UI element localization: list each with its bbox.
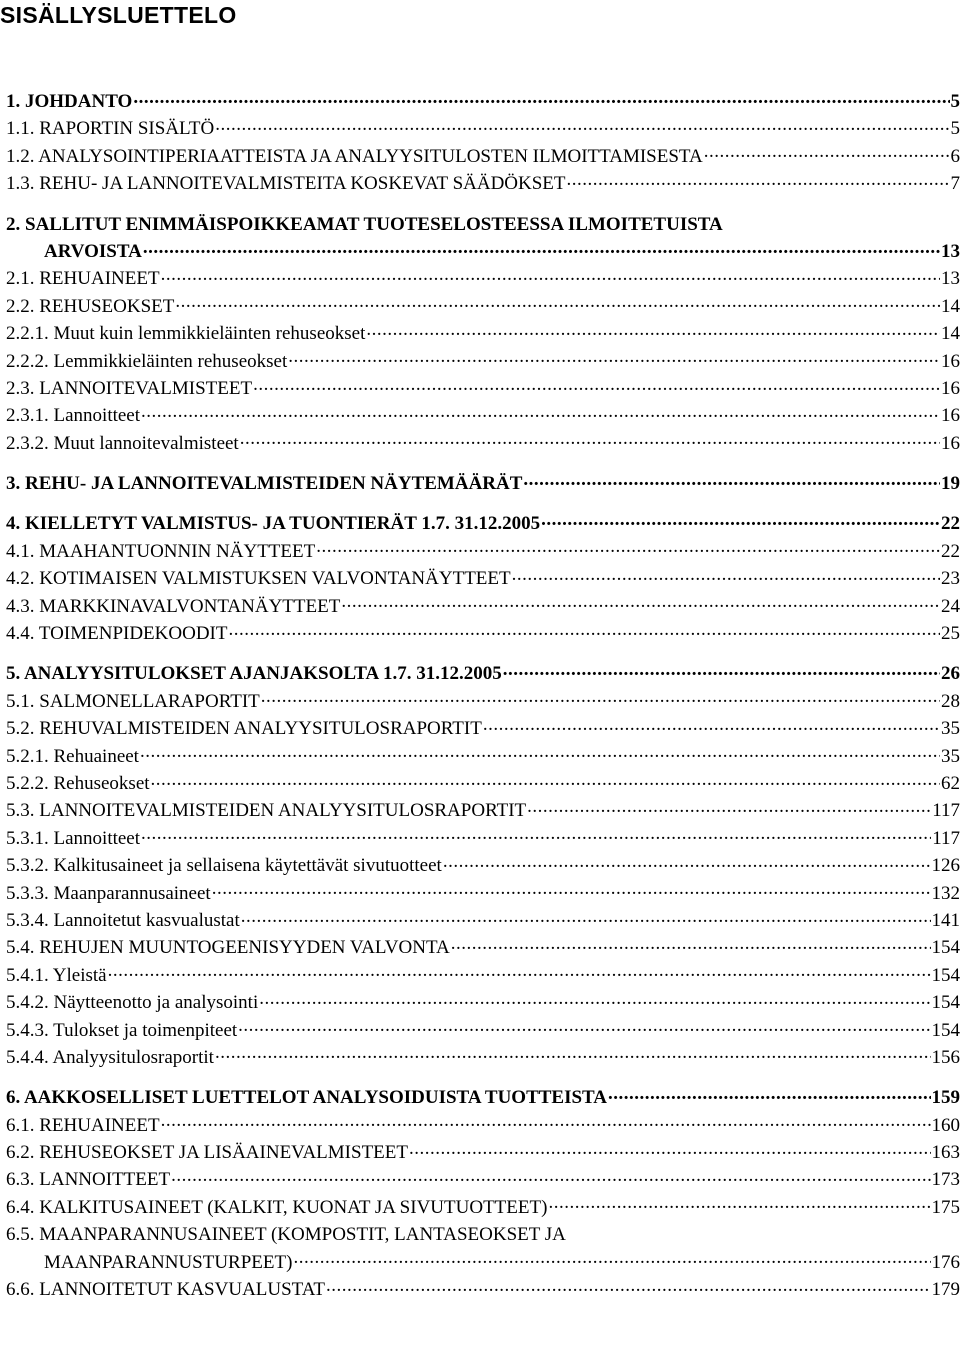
toc-entry-page: 16 [941,377,960,399]
toc-entry-title: 5.2. REHUVALMISTEIDEN ANALYYSITULOSRAPORTIT [6,718,482,740]
toc-entry-line [6,852,960,879]
toc-entry[interactable] [6,1017,960,1044]
toc-entry-line [6,402,960,429]
toc-entry-page: 5 [950,118,960,140]
dot-leader [259,989,930,1008]
toc-entry-line [6,115,960,142]
dot-leader [288,348,940,367]
toc-entry-page: 176 [931,1251,960,1273]
toc-entry-title: 5.4.1. Yleistä [6,964,107,986]
toc-entry-page: 154 [931,964,960,986]
dot-leader [503,660,940,679]
toc-entry-title: MAANPARANNUSTURPEET) [44,1251,293,1273]
toc-entry-title: 2. SALLITUT ENIMMÄISPOIKKEAMAT TUOTESELOSTEESSA ILMOITETUISTA [6,213,723,235]
toc-entry-page: 22 [941,513,960,535]
dot-leader [527,797,931,816]
page-title: SISÄLLYSLUETTELO [0,2,237,28]
dot-leader [228,620,940,639]
toc-entry[interactable] [6,1139,960,1166]
toc-entry-line [6,1166,960,1193]
toc-entry-line [6,1276,960,1303]
dot-leader [212,880,931,899]
toc-entry[interactable] [6,565,960,592]
toc-entry-line [6,320,960,347]
toc-entry-line [6,170,960,197]
toc-entry-title: 2.1. REHUAINEET [6,268,160,290]
toc-entry[interactable] [6,238,960,265]
toc-entry[interactable] [6,797,960,824]
toc-entry-title: 5.2.1. Rehuaineet [6,745,139,767]
dot-leader [141,402,940,421]
toc-entry-line [6,1139,960,1166]
toc-entry[interactable] [6,402,960,429]
toc-entry-line [6,1112,960,1139]
toc-entry[interactable] [6,510,960,537]
toc-entry-title: 1.1. RAPORTIN SISÄLTÖ [6,118,215,140]
dot-leader [175,293,940,312]
dot-leader [133,88,949,107]
dot-leader [409,1139,931,1158]
toc-entry-page: 26 [941,663,960,685]
toc-entry[interactable] [6,320,960,347]
toc-entry-title: 4. KIELLETYT VALMISTUS- JA TUONTIERÄT 1.7. 31.12.2005 [6,513,541,535]
dot-leader [512,565,940,584]
toc-entry-page: 117 [932,800,960,822]
toc-entry-title: 1. JOHDANTO [6,91,133,112]
toc-entry[interactable] [6,1249,960,1276]
toc-entry[interactable] [6,265,960,292]
dot-leader [541,510,940,529]
toc-entry-line [6,593,960,620]
toc-entry-line [6,620,960,647]
toc-entry-line [6,660,960,687]
toc-entry[interactable] [6,770,960,797]
toc-entry-title: 2.2. REHUSEOKSET [6,295,175,317]
toc-entry-title: 2.2.1. Muut kuin lemmikkieläinten rehuseokset [6,323,366,345]
toc-entry-title: 1.3. REHU- JA LANNOITEVALMISTEITA KOSKEVAT SÄÄDÖKSET [6,173,566,195]
toc-entry[interactable] [6,660,960,687]
toc-entry-page: 14 [941,295,960,317]
dot-leader [523,470,940,489]
toc-entry[interactable] [6,1112,960,1139]
toc-entry-line [6,238,960,265]
toc-entry-page: 14 [941,323,960,345]
toc-entry[interactable] [6,430,960,457]
toc-entry[interactable] [6,1044,960,1071]
toc-entry-title: 6. AAKKOSELLISET LUETTELOT ANALYSOIDUISTA TUOTTEISTA [6,1087,608,1109]
toc-entry[interactable] [6,880,960,907]
toc-entry-line [6,989,960,1016]
toc-entry-page: 160 [931,1114,960,1136]
toc-entry-page: 62 [941,772,960,794]
toc-entry-page: 25 [941,623,960,645]
toc-entry-page: 132 [931,882,960,904]
dot-leader [451,934,931,953]
toc-entry[interactable] [6,1276,960,1303]
toc-entry-page: 175 [931,1196,960,1218]
dot-leader [316,538,940,557]
toc-entry-page: 35 [941,718,960,740]
toc-entry-title: 5.4.3. Tulokset ja toimenpiteet [6,1019,238,1041]
toc-entry[interactable] [6,934,960,961]
toc-entry-title: 6.6. LANNOITETUT KASVUALUSTAT [6,1279,325,1301]
dot-leader [108,962,931,981]
toc-entry-title: 5.4.4. Analyysitulosraportit [6,1046,214,1068]
dot-leader [171,1166,930,1185]
toc-entry-title: 2.3. LANNOITEVALMISTEET [6,377,253,399]
toc-entry-page: 163 [931,1142,960,1164]
toc-entry-line [6,962,960,989]
toc-entry-page: 16 [941,432,960,454]
toc-entry[interactable] [6,375,960,402]
dot-leader [215,1044,931,1063]
dot-leader [253,375,940,394]
dot-leader [238,1017,930,1036]
toc-entry[interactable] [6,293,960,320]
toc-entry-title: 5.1. SALMONELLARAPORTIT [6,690,260,712]
toc-entry-line [6,265,960,292]
toc-entry-line [6,825,960,852]
toc-entry[interactable] [6,115,960,142]
toc-entry[interactable] [6,348,960,375]
toc-entry-page: 173 [931,1169,960,1191]
toc-entry[interactable] [6,1194,960,1221]
toc-entry-title: 3. REHU- JA LANNOITEVALMISTEIDEN NÄYTEMÄÄRÄT [6,473,523,495]
toc-entry-page: 35 [941,745,960,767]
toc-entry-title: 5. ANALYYSITULOKSET AJANJAKSOLTA 1.7. 31.12.2005 [6,663,502,685]
toc-entry-page: 5 [950,91,960,112]
dot-leader [161,265,940,284]
toc-entry-line [6,907,960,934]
toc-entry-title: 4.2. KOTIMAISEN VALMISTUKSEN VALVONTANÄYTTEET [6,568,511,590]
toc-entry-page: 156 [931,1046,960,1068]
toc-entry-page: 16 [941,405,960,427]
toc-entry-page: 16 [941,350,960,372]
toc-entry-line [6,565,960,592]
toc-entry-line [6,430,960,457]
toc-entry-title: 1.2. ANALYSOINTIPERIAATTEISTA JA ANALYYSITULOSTEN ILMOITTAMISESTA [6,145,703,167]
toc-entry-title: 4.3. MARKKINAVALVONTANÄYTTEET [6,595,341,617]
dot-leader [567,170,950,189]
toc-entry-line [6,375,960,402]
toc-entry[interactable] [6,211,960,238]
dot-leader [241,907,931,926]
toc-entry-page: 28 [941,690,960,712]
toc-entry[interactable] [6,1084,960,1111]
dot-leader [443,852,931,871]
toc-entry-title: 5.3. LANNOITEVALMISTEIDEN ANALYYSITULOSRAPORTIT [6,800,527,822]
dot-leader [140,743,940,762]
toc-entry-line [6,510,960,537]
toc-entry-page: 154 [931,937,960,959]
toc-entry-page: 117 [932,827,960,849]
toc-entry-page: 23 [941,568,960,590]
toc-entry-line [6,211,960,238]
toc-entry-title: 5.4. REHUJEN MUUNTOGEENISYYDEN VALVONTA [6,937,450,959]
dot-leader [141,825,931,844]
toc-entry-page: 154 [931,1019,960,1041]
toc-entry-line [6,1084,960,1111]
toc-entry-line [6,88,960,115]
toc-entry-title: 6.3. LANNOITTEET [6,1169,171,1191]
toc-entry-title: ARVOISTA [44,240,142,262]
dot-leader [548,1194,930,1213]
toc-entry[interactable] [6,1221,960,1248]
toc-entry-title: 5.3.3. Maanparannusaineet [6,882,211,904]
toc-entry-line [6,470,960,497]
toc-entry-page: 154 [931,992,960,1014]
toc-entry-title: 5.2.2. Rehuseokset [6,772,150,794]
toc-entry-line [6,743,960,770]
toc-entry-line [6,1044,960,1071]
toc-entry[interactable] [6,538,960,565]
toc-entry-title: 6.1. REHUAINEET [6,1114,160,1136]
toc-entry-page: 126 [931,855,960,877]
toc-entry[interactable] [6,989,960,1016]
toc-entry-title: 4.1. MAAHANTUONNIN NÄYTTEET [6,540,316,562]
toc-entry-page: 24 [941,595,960,617]
toc-entry[interactable] [6,852,960,879]
toc-entry[interactable] [6,907,960,934]
toc-entry[interactable] [6,170,960,197]
toc-entry-title: 5.3.2. Kalkitusaineet ja sellaisena käytettävät sivutuotteet [6,855,442,877]
toc-entry-page: 22 [941,540,960,562]
toc-entry-title: 2.2.2. Lemmikkieläinten rehuseokset [6,350,288,372]
toc-entry[interactable] [6,620,960,647]
toc-entry-title: 6.2. REHUSEOKSET JA LISÄAINEVALMISTEET [6,1142,408,1164]
toc-entry-line [6,1194,960,1221]
dot-leader [293,1249,930,1268]
dot-leader [326,1276,931,1295]
dot-leader [161,1112,931,1131]
toc-entry-line [6,293,960,320]
dot-leader [483,715,940,734]
toc-entry-page: 159 [931,1087,960,1109]
dot-leader [704,143,950,162]
toc-entry-line [6,797,960,824]
toc-entry-title: 2.3.1. Lannoitteet [6,405,141,427]
dot-leader [366,320,940,339]
toc-entry[interactable] [6,470,960,497]
toc-entry[interactable] [6,825,960,852]
toc-entry[interactable] [6,688,960,715]
toc-entry-page: 7 [950,173,960,195]
toc-entry-title: 6.4. KALKITUSAINEET (KALKIT, KUONAT JA SIVUTUOTTEET) [6,1196,548,1218]
toc-entry[interactable] [6,962,960,989]
toc-entry-title: 6.5. MAANPARANNUSAINEET (KOMPOSTIT, LANTASEOKSET JA [6,1224,566,1246]
toc-entry-line [6,348,960,375]
toc-entry-line [6,770,960,797]
toc-entry-line [6,1221,960,1248]
toc-entry[interactable] [6,715,960,742]
toc-entry[interactable] [6,743,960,770]
dot-leader [143,238,940,257]
toc-entry-page: 19 [941,473,960,495]
toc-entry-line [6,715,960,742]
dot-leader [261,688,940,707]
toc-entry-title: 5.4.2. Näytteenotto ja analysointi [6,992,259,1014]
toc-entry-title: 2.3.2. Muut lannoitevalmisteet [6,432,239,454]
toc-entry-line [6,688,960,715]
toc-entry[interactable] [6,1166,960,1193]
toc-entry-line [6,1249,960,1276]
toc-entry-page: 13 [941,240,960,262]
dot-leader [341,593,940,612]
dot-leader [215,115,949,134]
toc-entry-line [6,143,960,170]
table-of-contents [6,88,960,1303]
toc-entry-page: 6 [950,145,960,167]
toc-entry-title: 4.4. TOIMENPIDEKOODIT [6,623,228,645]
dot-leader [608,1084,930,1103]
toc-entry-line [6,538,960,565]
dot-leader [151,770,940,789]
toc-entry-page: 179 [931,1279,960,1301]
toc-entry-line [6,880,960,907]
toc-entry[interactable] [6,143,960,170]
toc-entry[interactable] [6,593,960,620]
toc-entry-line [6,934,960,961]
toc-entry[interactable] [6,88,960,115]
toc-entry-line [6,1017,960,1044]
toc-entry-page: 141 [931,909,960,931]
toc-entry-title: 5.3.1. Lannoitteet [6,827,141,849]
dot-leader [240,430,940,449]
toc-entry-title: 5.3.4. Lannoitetut kasvualustat [6,909,240,931]
toc-entry-page: 13 [941,268,960,290]
